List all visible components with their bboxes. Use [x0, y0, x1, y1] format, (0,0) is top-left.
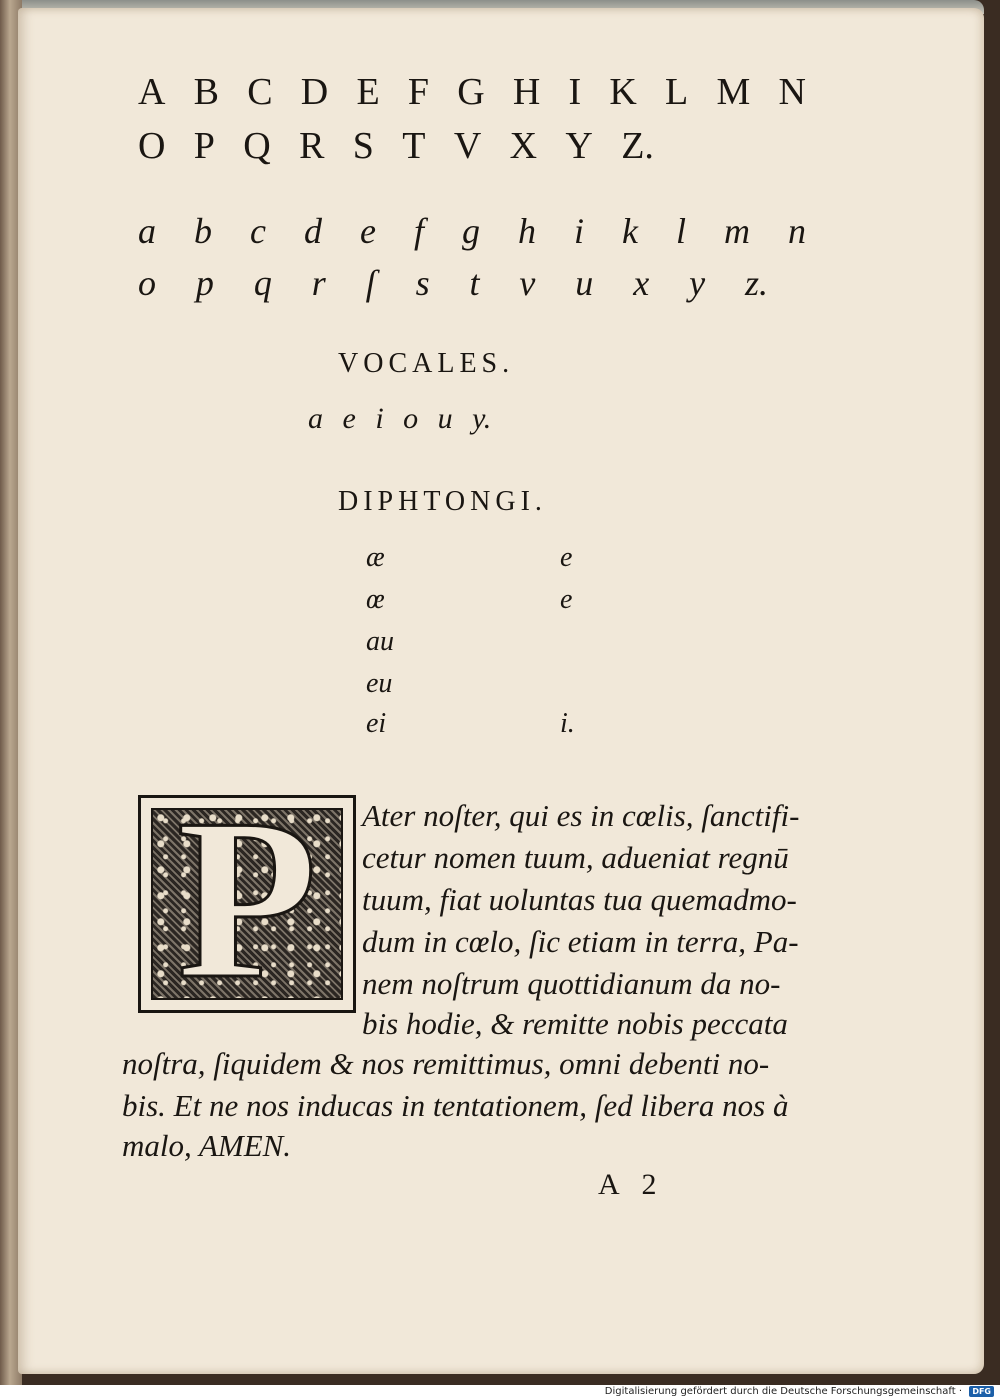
lowercase-letter-12: n	[788, 211, 806, 251]
diphthong-right-1: e	[560, 584, 573, 615]
lowercase-letter-7: h	[517, 211, 536, 251]
lowercase-row-1	[138, 210, 806, 252]
lowercase-letter-2-7: v	[519, 263, 536, 303]
prayer-line-1: cetur nomen tuum, adueniat regnū	[362, 840, 789, 875]
lowercase-letter-1: b	[194, 211, 212, 251]
lowercase-letter-2: c	[250, 211, 266, 251]
uppercase-letter-2-6: V	[453, 125, 482, 167]
diphthong-right-4: i.	[560, 708, 575, 739]
uppercase-letter-11: M	[716, 71, 751, 113]
lowercase-letter-2-0: o	[138, 263, 156, 303]
lowercase-letter-2-10: y	[689, 263, 706, 303]
uppercase-row-2	[138, 124, 654, 168]
prayer-line-7: bis. Et ne nos inducas in tentationem, ſed libera nos à	[122, 1088, 789, 1123]
lowercase-letter-2-5: s	[415, 263, 430, 303]
lowercase-letter-6: g	[461, 211, 480, 251]
lowercase-letter-2-8: u	[575, 263, 594, 303]
lowercase-letter-2-4: ſ	[365, 263, 376, 303]
diphthong-left-2: au	[366, 626, 394, 657]
uppercase-row-1	[138, 70, 806, 114]
diphtongi-title: DIPHTONGI.	[338, 486, 547, 517]
uppercase-letter-10: L	[665, 71, 689, 113]
lowercase-letter-2-6: t	[469, 263, 480, 303]
diphthong-left-4: ei	[366, 708, 387, 739]
uppercase-letter-9: K	[609, 71, 637, 113]
lowercase-row-2	[138, 262, 768, 304]
uppercase-letter-5: F	[407, 71, 429, 113]
prayer-line-6: noſtra, ſiquidem & nos remittimus, omni debenti no-	[122, 1046, 770, 1081]
footer-bar	[0, 1385, 1000, 1398]
uppercase-letter-2-5: T	[402, 125, 426, 167]
lowercase-letter-2-9: x	[633, 263, 650, 303]
uppercase-letter-8: I	[568, 71, 582, 113]
uppercase-letter-1: B	[193, 71, 220, 113]
uppercase-letter-2-4: S	[352, 125, 374, 167]
lowercase-letter-2-2: q	[253, 263, 272, 303]
uppercase-letter-2-7: X	[509, 125, 538, 167]
prayer-line-8: malo, AMEN.	[122, 1128, 292, 1163]
initial-letter: P	[176, 771, 318, 1026]
lowercase-letter-3: d	[303, 211, 322, 251]
prayer-line-5: bis hodie, & remitte nobis peccata	[362, 1006, 788, 1041]
decorated-initial	[138, 771, 356, 1026]
uppercase-letter-12: N	[778, 71, 806, 113]
lowercase-letter-4: e	[359, 211, 376, 251]
uppercase-letter-2: C	[247, 71, 273, 113]
uppercase-letter-2-0: O	[138, 125, 166, 167]
lowercase-letter-2-3: r	[311, 263, 326, 303]
lowercase-letter-0: a	[138, 211, 156, 251]
diphthong-left-3: eu	[366, 668, 393, 699]
prayer-line-4: nem noſtrum quottidianum da no-	[362, 966, 781, 1001]
uppercase-letter-2-9: Z.	[621, 125, 654, 167]
prayer-line-3: dum in cœlo, ſic etiam in terra, Pa-	[362, 924, 799, 959]
diphthong-left-1: œ	[366, 584, 385, 615]
uppercase-letter-7: H	[512, 71, 541, 113]
uppercase-letter-2-3: R	[299, 125, 325, 167]
diphthong-left-0: æ	[366, 542, 385, 573]
lowercase-letter-10: l	[675, 211, 686, 251]
prayer-line-2: tuum, fiat uoluntas tua quemadmo-	[362, 882, 797, 917]
lowercase-letter-8: i	[573, 211, 584, 251]
uppercase-letter-2-2: Q	[243, 125, 271, 167]
uppercase-letter-2-8: Y	[565, 125, 593, 167]
funding-credit: Digitalisierung gefördert durch die Deutsche Forschungsgemeinschaft ·	[604, 1386, 962, 1397]
vocales-title: VOCALES.	[338, 348, 515, 379]
uppercase-letter-3: D	[300, 71, 329, 113]
vocales-letters: a e i o u y.	[308, 402, 492, 435]
lowercase-letter-9: k	[622, 211, 638, 251]
signature-mark: A 2	[598, 1168, 657, 1201]
uppercase-letter-0: A	[138, 71, 166, 113]
uppercase-letter-2-1: P	[193, 125, 215, 167]
lowercase-letter-2-11: z.	[744, 263, 768, 303]
dfg-logo: DFG	[969, 1386, 994, 1397]
lowercase-letter-5: f	[413, 211, 424, 251]
lowercase-letter-11: m	[724, 211, 750, 251]
lowercase-letter-2-1: p	[195, 263, 214, 303]
diphthong-right-0: e	[560, 542, 573, 573]
prayer-line-0: Ater noſter, qui es in cœlis, ſanctifi-	[362, 798, 800, 833]
uppercase-letter-4: E	[356, 71, 380, 113]
uppercase-letter-6: G	[457, 71, 485, 113]
